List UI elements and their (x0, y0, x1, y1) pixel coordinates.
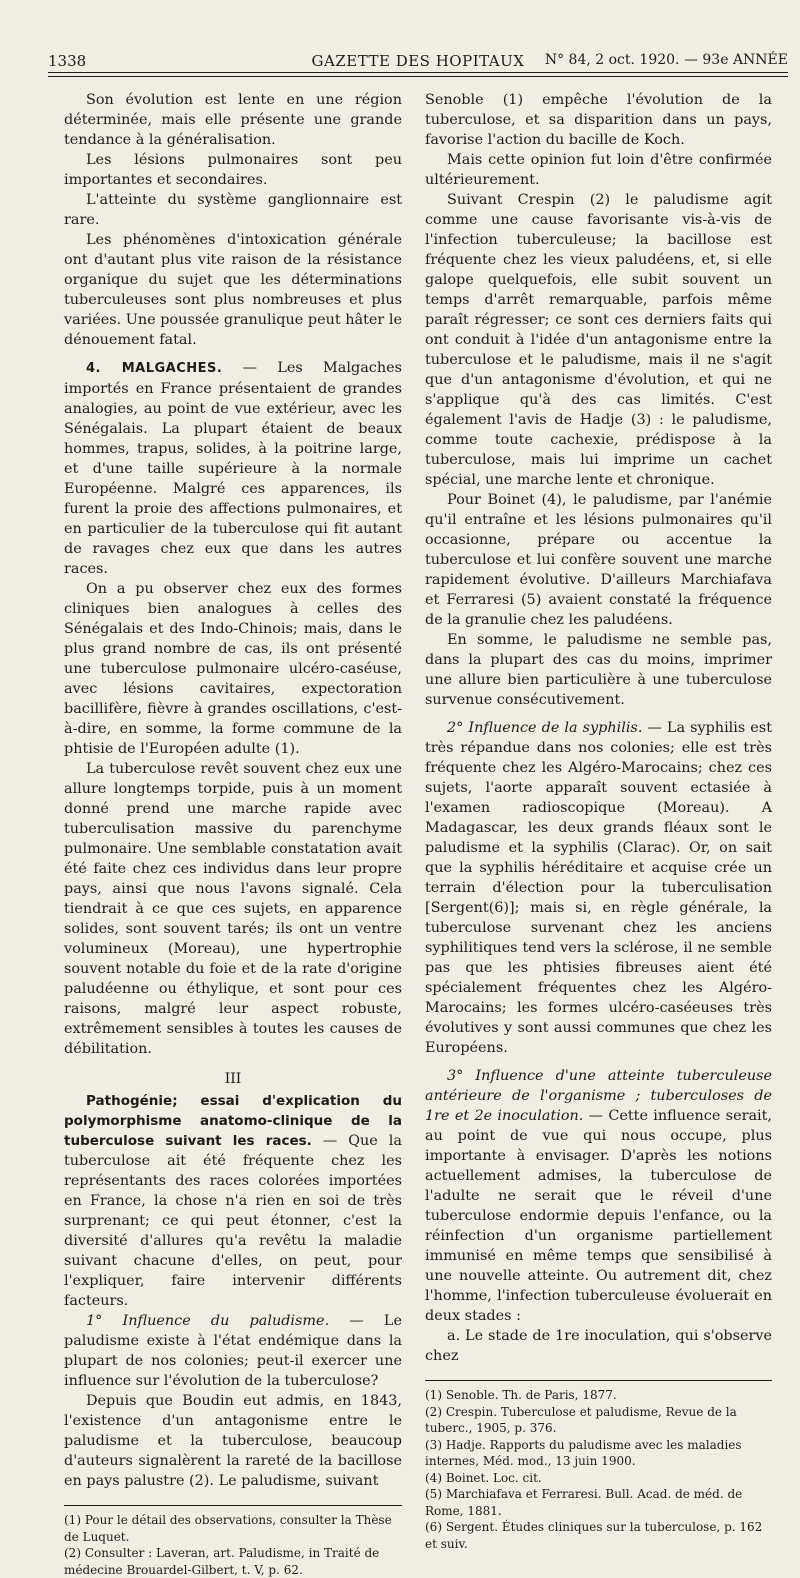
footnote: (6) Sergent. Études cliniques sur la tuberculose, p. 162 et suiv. (425, 1520, 763, 1551)
subsection-heading: 2° Influence de la syphilis. (447, 720, 643, 736)
footnote-rule (64, 1505, 402, 1506)
footnote-rule (425, 1380, 772, 1381)
paragraph: Suivant Crespin (2) le paludisme agit comme une cause favorisante vis-à-vis de l'infection tuberculeuse; la bacillose est fréquente chez les vieux paludéens, et, si elle galope quelquefois, elle subit souvent un temps d'arrêt remarquable, parfois même paraît régresser; ce sont ces derniers faits qui ont conduit à l'idée d'un antagonisme entre la tuberculose et le paludisme, mais il ne s'agit que d'un antagonisme d'évolution, et qui ne s'applique qu'à des cas limités. C'est également l'avis de Hadje (3) : le paludisme, comme toute cachexie, prédispose à la tuberculose, mais lui imprime un cachet spécial, une marche lente et chronique. (425, 192, 772, 488)
paragraph: On a pu observer chez eux des formes cliniques bien analogues à celles des Sénégalais et des Indo-Chinois; mais, dans le plus grand nombre de cas, ils ont présenté une tuberculose pulmonaire ulcéro-caséuse, avec lésions cavitaires, expectoration bacillifère, fièvre à grandes oscillations, c'est-à-dire, en somme, la forme commune de la phtisie de l'Européen adulte (1). (64, 581, 402, 757)
subsection-heading: 4. MALGACHES. (86, 361, 223, 376)
footnote: (1) Pour le détail des observations, consulter la Thèse de Luquet. (64, 1513, 392, 1544)
page-number: 1338 (48, 52, 87, 70)
right-column (425, 90, 772, 1552)
paragraph: Son évolution est lente en une région déterminée, mais elle présente une grande tendance à la généralisation. (64, 92, 402, 148)
paragraph: Les lésions pulmonaires sont peu importantes et secondaires. (64, 152, 402, 188)
footnote: (4) Boinet. Loc. cit. (425, 1470, 542, 1485)
paragraph: En somme, le paludisme ne semble pas, dans la plupart des cas du moins, imprimer une allure bien particulière à une tuberculose survenue consécutivement. (425, 632, 772, 708)
page-header (48, 40, 788, 70)
left-column (64, 90, 402, 1578)
subsection-heading: 1° Influence du paludisme. (86, 1313, 330, 1329)
section-heading: Pathogénie; essai d'explication du polymorphisme anatomo-clinique de la tuberculose suivant les races. (64, 1093, 402, 1149)
section-number: III (224, 1071, 242, 1087)
paragraph-malgaches: 4. MALGACHES. — Les Malgaches importés en France présentaient de grandes analogies, au point de vue extérieur, avec les Sénégalais. La plupart étaient de beaux hommes, trapus, solides, à la poitrine large, et d'une taille supérieure à la normale Européenne. Malgré ces apparences, ils furent la proie des affections pulmonaires, et en particulier de la tuberculose qui fit autant de ravages chez eux que dans les autres races. (64, 360, 402, 577)
paragraph-atteinte: 3° Influence d'une atteinte tuberculeuse antérieure de l'organisme ; tuberculoses de 1re et 2e inoculation. — Cette influence serait, au point de vue qui nous occupe, plus importante à envisager. D'après les notions actuellement admises, la tuberculose de l'adulte ne serait que le réveil d'une tuberculose endormie depuis l'enfance, ou la réinfection d'un organisme partiellement immunisé en même temps que sensibilisé à une nouvelle atteinte. Ou autrement dit, chez l'homme, l'infection tuberculeuse évoluerait en deux stades : (425, 1068, 773, 1324)
subsection-heading: 3° Influence d'une atteinte tuberculeuse antérieure de l'organisme ; tuberculoses de 1re et 2e inoculation. (425, 1068, 772, 1124)
footnote: (1) Senoble. Th. de Paris, 1877. (425, 1388, 617, 1402)
paragraph: Senoble (1) empêche l'évolution de la tuberculose, et sa disparition dans un pays, favorise l'action du bacille de Koch. (425, 92, 772, 148)
header-rule-thin (48, 76, 788, 77)
paragraph-pathogenie: Pathogénie; essai d'explication du polymorphisme anatomo-clinique de la tuberculose suivant les races. — Que la tuberculose ait été fréquente chez les représentants des races colorées importées en France, la chose n'a rien en soi de très surprenant; ce qui peut étonner, c'est la diversité d'allures qu'a revêtu la maladie suivant chacune d'elles, on peut, pour l'expliquer, faire intervenir différents facteurs. (64, 1093, 402, 1309)
paragraph-paludisme: 1° Influence du paludisme. — Le paludisme existe à l'état endémique dans la plupart de nos colonies; peut-il exercer une influence sur l'évolution de la tuberculose? (64, 1313, 402, 1389)
paragraph: Mais cette opinion fut loin d'être confirmée ultérieurement. (425, 152, 772, 188)
journal-title: GAZETTE DES HOPITAUX (311, 52, 525, 70)
footnote: (3) Hadje. Rapports du paludisme avec les maladies internes, Méd. mod., 13 juin 1900. (425, 1437, 742, 1468)
header-rule (48, 72, 788, 73)
footnote: (5) Marchiafava et Ferraresi. Bull. Acad. de méd. de Rome, 1881. (425, 1487, 743, 1518)
paragraph: Les phénomènes d'intoxication générale ont d'autant plus vite raison de la résistance organique du sujet que les déterminations tuberculeuses sont plus nombreuses et plus variées. Une poussée granulique peut hâter le dénouement fatal. (64, 232, 402, 348)
paragraph: a. Le stade de 1re inoculation, qui s'observe chez (425, 1328, 772, 1364)
paragraph: L'atteinte du système ganglionnaire est rare. (64, 192, 402, 228)
footnote: (2) Crespin. Tuberculose et paludisme, Revue de la tuberc., 1905, p. 376. (425, 1404, 737, 1435)
paragraph: La tuberculose revêt souvent chez eux une allure longtemps torpide, puis à un moment donné prend une marche rapide avec tuberculisation massive du parenchyme pulmonaire. Une semblable constatation avait été faite chez ces individus dans leur propre pays, ainsi que nous l'avons signalé. Cela tiendrait à ce que ces sujets, en apparence solides, sont souvent tarés; ils ont un ventre volumineux (Moreau), une hypertrophie souvent notable du foie et de la rate d'origine paludéenne ou éthylique, et sont pour ces raisons, malgré leur aspect robuste, extrêmement sensibles à toutes les causes de débilitation. (64, 761, 402, 1057)
footnote: (2) Consulter : Laveran, art. Paludisme, in Traité de médecine Brouardel-Gilbert, t. V, p. 62. (64, 1546, 380, 1577)
paragraph-syphilis: 2° Influence de la syphilis. — La syphilis est très répandue dans nos colonies; elle est très fréquente chez les Algéro-Marocains; chez ces sujets, l'aorte apparaît souvent ectasiée à l'examen radioscopique (Moreau). A Madagascar, les deux grands fléaux sont le paludisme et la syphilis (Clarac). Or, on sait que la syphilis héréditaire et acquise crée un terrain d'élection pour la tuberculisation [Sergent(6)]; mais si, en règle générale, la tuberculose survenant chez les anciens syphilitiques tend vers la sclérose, il ne semble pas que les phtisies fibreuses aient été spécialement fréquentes chez les Algéro-Marocains; les formes ulcéro-caséeuses très évolutives y sont aussi communes que chez les Européens. (425, 720, 772, 1056)
paragraph: Depuis que Boudin eut admis, en 1843, l'existence d'un antagonisme entre le paludisme et la tuberculose, beaucoup d'auteurs signalèrent la rareté de la bacillose en pays palustre (2). Le paludisme, suivant (64, 1393, 402, 1489)
paragraph: Pour Boinet (4), le paludisme, par l'anémie qu'il entraîne et les lésions pulmonaires qu'il occasionne, prépare ou accentue la tuberculose et lui confère souvent une marche rapidement évolutive. D'ailleurs Marchiafava et Ferraresi (5) avaient constaté la fréquence de la granulie chez les paludéens. (425, 492, 772, 628)
issue-date: N° 84, 2 oct. 1920. — 93e ANNÉE (544, 52, 788, 68)
